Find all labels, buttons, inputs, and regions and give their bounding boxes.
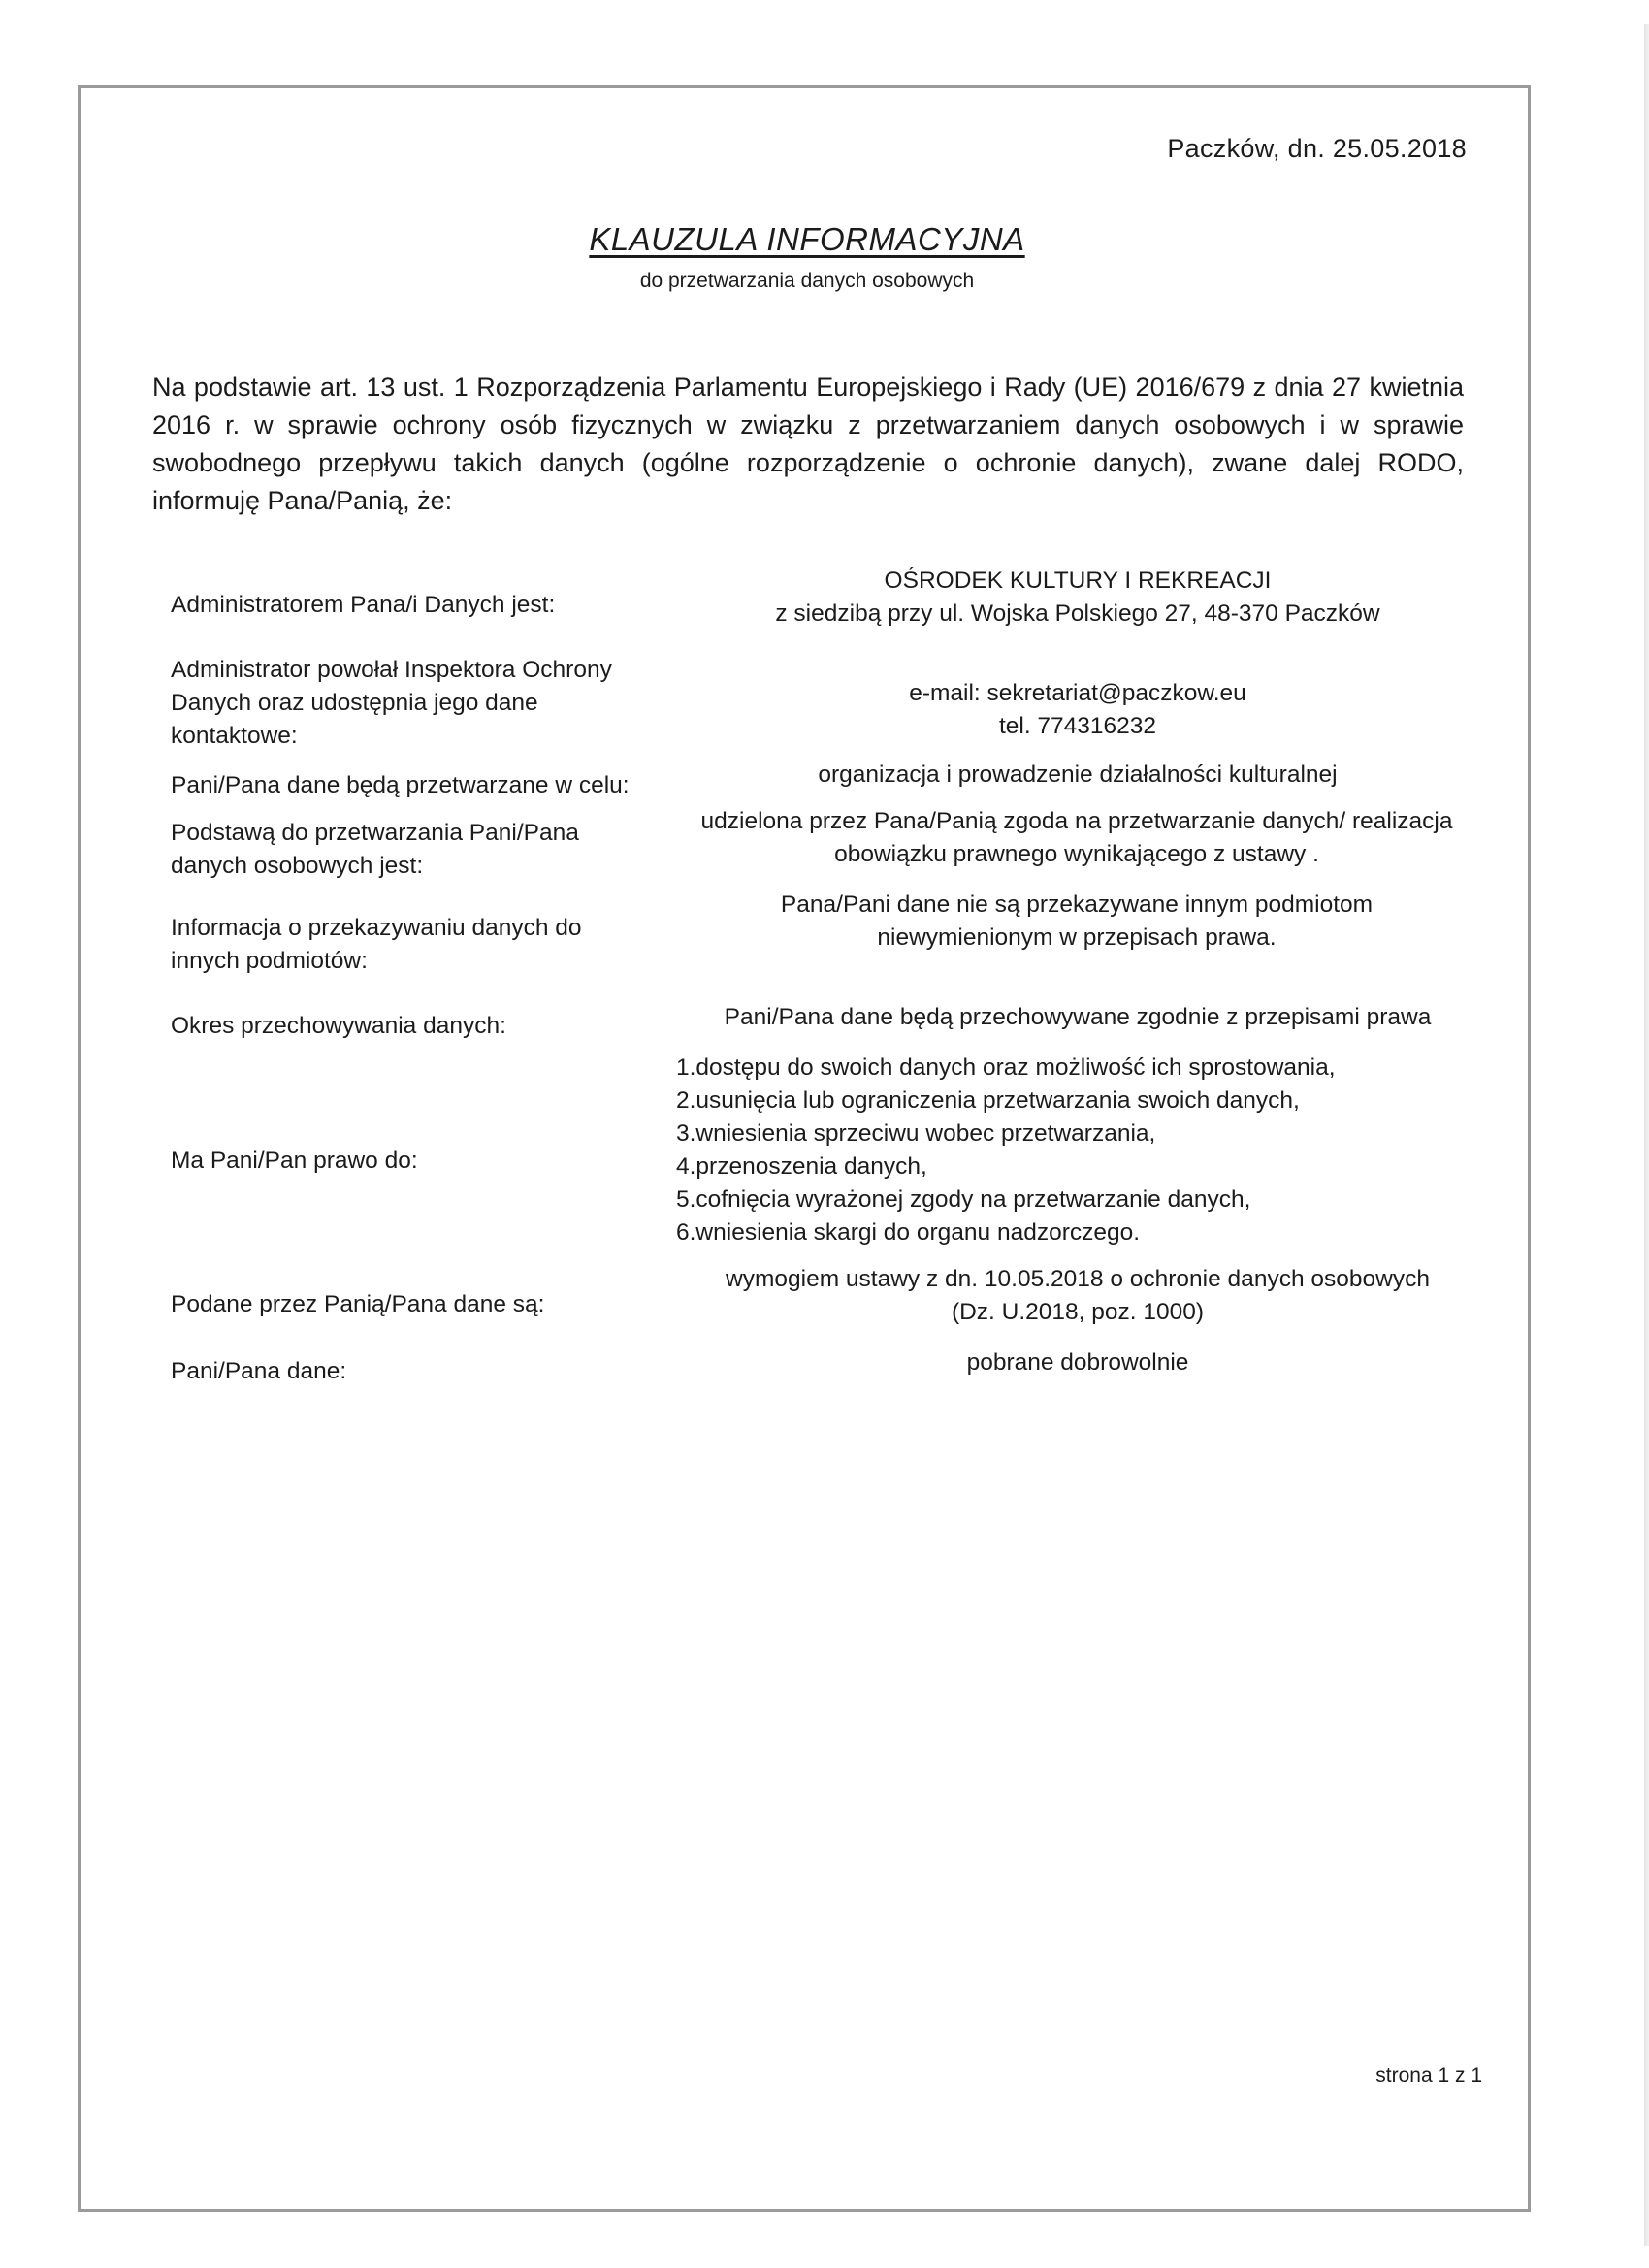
value-required-law: wymogiem ustawy z dn. 10.05.2018 o ochronie danych osobowych xyxy=(726,1266,1430,1292)
value-inspector-email: e-mail: sekretariat@paczkow.eu xyxy=(909,680,1246,706)
label-basis: Podstawą do przetwarzania Pani/Pana danych osobowych jest: xyxy=(171,820,579,879)
label-administrator: Administratorem Pana/i Danych jest: xyxy=(171,592,556,618)
intro-paragraph: Na podstawie art. 13 ust. 1 Rozporządzenia Parlamentu Europejskiego i Rady (UE) 2016/679 z dnia 27 kwietnia 2016 r. w sprawie ochrony osób fizycznych w związku z przetwarzaniem danych osobowych i w sprawie swobodnego przepływu takich danych (ogólne rozporządzenie o ochronie danych), zwane dalej RODO, informuję Pana/Panią, że: xyxy=(152,373,1464,515)
document-date: Paczków, dn. 25.05.2018 xyxy=(1167,134,1467,163)
rights-item: 1.dostępu do swoich danych oraz możliwość ich sprostowania, xyxy=(676,1054,1336,1081)
rights-item: 5.cofnięcia wyrażonej zgody na przetwarzanie danych, xyxy=(676,1186,1251,1213)
label-rights: Ma Pani/Pan prawo do: xyxy=(171,1148,418,1174)
rights-item: 2.usunięcia lub ograniczenia przetwarzania swoich danych, xyxy=(676,1087,1300,1114)
label-required: Podane przez Panią/Pana dane są: xyxy=(171,1291,545,1317)
page-number: strona 1 z 1 xyxy=(1375,2064,1482,2087)
value-collected: pobrane dobrowolnie xyxy=(966,1349,1189,1376)
value-inspector-phone: tel. 774316232 xyxy=(998,713,1157,739)
label-retention: Okres przechowywania danych: xyxy=(171,1013,506,1039)
rights-item: 6.wniesienia skargi do organu nadzorczego. xyxy=(676,1219,1141,1246)
scan-edge xyxy=(1644,24,1649,2246)
value-administrator-address: z siedzibą przy ul. Wojska Polskiego 27, 48-370 Paczków xyxy=(775,600,1380,627)
label-purpose: Pani/Pana dane będą przetwarzane w celu: xyxy=(171,772,630,798)
value-administrator-name: OŚRODEK KULTURY I REKREACJI xyxy=(884,567,1272,594)
document-subtitle: do przetwarzania danych osobowych xyxy=(639,270,975,292)
label-transfer: Informacja o przekazywaniu danych do innych podmiotów: xyxy=(171,915,582,974)
label-collected: Pani/Pana dane: xyxy=(171,1358,347,1384)
label-inspector: Administrator powołał Inspektora Ochrony Danych oraz udostępnia jego dane kontaktowe: xyxy=(171,657,612,749)
value-required-reference: (Dz. U.2018, poz. 1000) xyxy=(951,1299,1205,1325)
rights-item: 4.przenoszenia danych, xyxy=(676,1153,927,1180)
value-retention: Pani/Pana dane będą przechowywane zgodnie z przepisami prawa xyxy=(724,1004,1432,1030)
document-title: KLAUZULA INFORMACYJNA xyxy=(589,221,1025,257)
value-transfer: Pana/Pani dane nie są przekazywane innym podmiotom niewymienionym w przepisach prawa. xyxy=(780,891,1374,951)
value-basis: udzielona przez Pana/Panią zgoda na przetwarzanie danych/ realizacja obowiązku prawnego wynikającego z ustawy . xyxy=(700,808,1453,867)
rights-item: 3.wniesienia sprzeciwu wobec przetwarzania, xyxy=(676,1120,1156,1147)
value-purpose: organizacja i prowadzenie działalności kulturalnej xyxy=(818,761,1338,788)
rights-list xyxy=(676,1052,1493,1249)
